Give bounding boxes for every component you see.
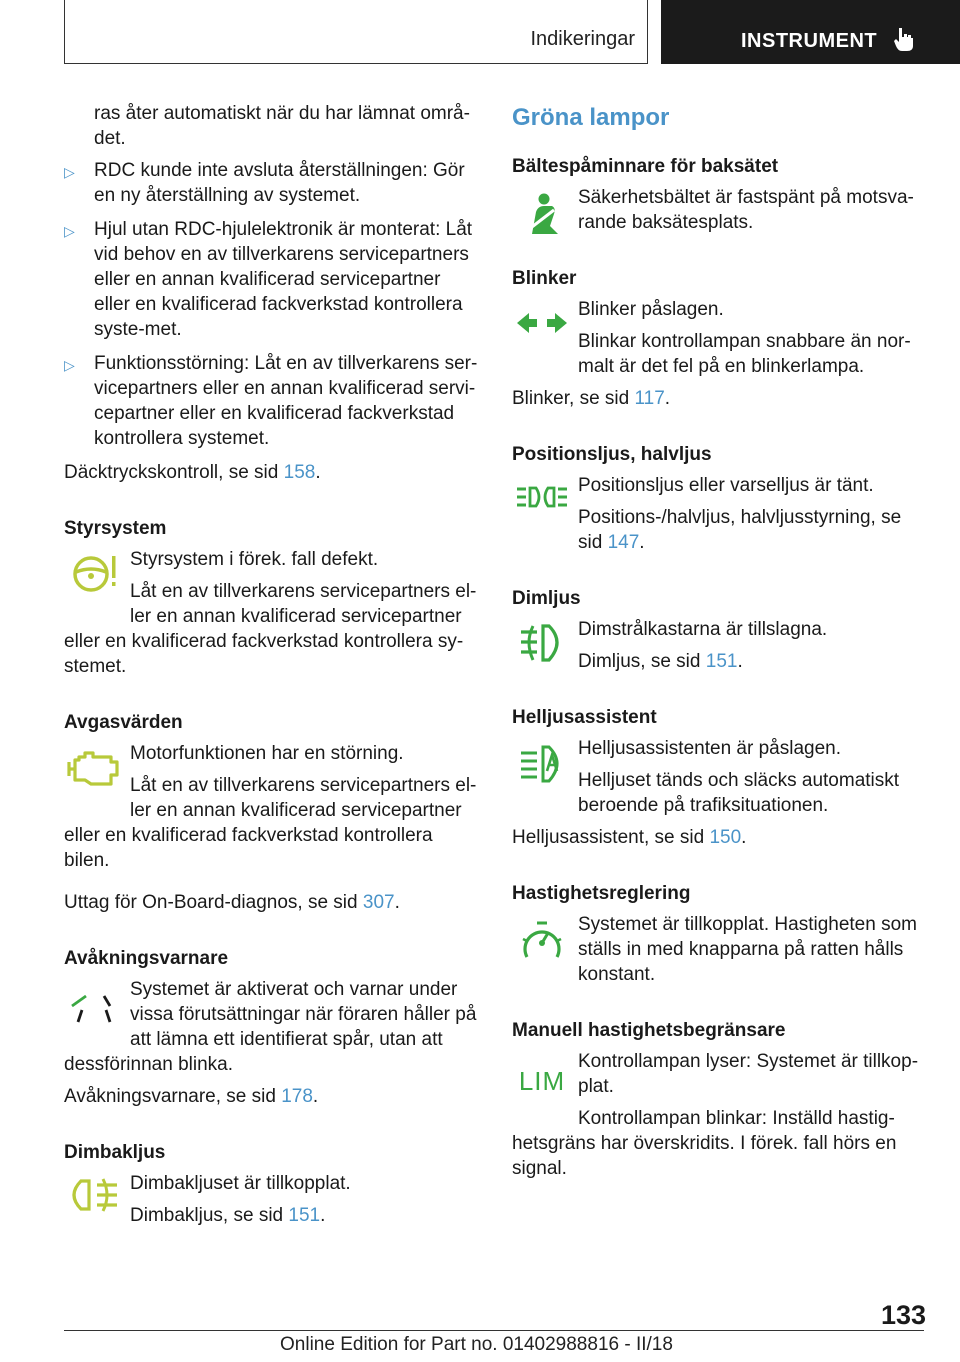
seatbelt-icon <box>512 191 572 239</box>
heading-seatbelt: Bältespåminnare för baksätet <box>512 156 779 177</box>
blinker-reference: Blinker, se sid 117. <box>512 388 671 409</box>
triangle-bullet-icon: ▷ <box>64 357 75 373</box>
section-heading-green-lamps: Gröna lampor <box>512 104 670 131</box>
highbeam-reference: Helljusassistent, se sid 150. <box>512 827 747 848</box>
page-link-178[interactable]: 178 <box>281 1086 313 1107</box>
page-link-151[interactable]: 151 <box>288 1205 321 1226</box>
position-light-icon <box>512 477 572 517</box>
right-column <box>512 104 924 1188</box>
heading-cruise: Hastighetsreglering <box>512 883 691 904</box>
triangle-bullet-icon: ▷ <box>64 164 75 180</box>
cruise-control-icon <box>512 918 572 966</box>
heading-fog: Dimljus <box>512 588 581 609</box>
list-item: ▷ RDC kunde inte avsluta återställningen: Gör en ny återställning av systemet. <box>64 160 465 206</box>
page-link-150[interactable]: 150 <box>709 827 742 848</box>
position-reference: Positions-/halvljus, halvljusstyrning, se sid 147. <box>578 507 902 553</box>
list-item: ▷ Funktionsstörning: Låt en av tillverkarens ser-vicepartners eller en annan kvalificerad servi-cepartner eller en kvalificerad fackverkstad kontrollera systemet. <box>64 353 478 449</box>
section-heading-lane: Avåkningsvarnare <box>64 948 229 969</box>
lane-departure-icon <box>64 991 124 1027</box>
lane-reference: Avåkningsvarnare, se sid 178. <box>64 1086 319 1107</box>
entry-fog: Dimstrålkastarna är tillslagna. Dimljus, se sid 151. <box>512 617 924 674</box>
section-heading-exhaust: Avgasvärden <box>64 712 183 733</box>
fog-reference: Dimljus, se sid 151. <box>578 651 743 672</box>
front-fog-light-icon <box>512 621 572 665</box>
lane-text-cont: dessförinnan blinka. <box>64 1054 233 1075</box>
page-link-307[interactable]: 307 <box>362 892 395 913</box>
entry-exhaust: Motorfunktionen har en störning. Låt en av tillverkarens servicepartners el-ler en annan kvalificerad servicepartner <box>64 741 480 823</box>
entry-rearfog: Dimbakljuset är tillkopplat. Dimbakljus, se sid 151. <box>64 1171 480 1228</box>
high-beam-assistant-icon <box>512 740 572 786</box>
turn-signal-arrows-icon <box>512 305 572 341</box>
entry-steering: Styrsystem i förek. fall defekt. Låt en av tillverkarens servicepartners el-ler en annan kvalificerad servicepartner <box>64 547 480 629</box>
engine-check-icon <box>64 747 124 787</box>
header-section-title: Indikeringar <box>530 28 635 50</box>
left-column <box>64 101 480 1235</box>
rearfog-reference: Dimbakljus, se sid 151. <box>130 1205 326 1226</box>
tire-pressure-reference: Däcktryckskontroll, se sid 158. <box>64 462 321 483</box>
heading-blinker: Blinker <box>512 268 577 289</box>
entry-seatbelt: Säkerhetsbältet är fastspänt på motsva-rande baksätesplats. <box>512 185 924 235</box>
header-chapter-title: INSTRUMENT <box>741 30 878 52</box>
heading-limiter: Manuell hastighetsbegränsare <box>512 1020 786 1041</box>
heading-highbeam: Helljusassistent <box>512 707 657 728</box>
list-item: ▷ Hjul utan RDC-hjulelektronik är monterat: Låt vid behov en av tillverkarens servicepartners eller en annan kvalificerad servicepartner eller en kvalificerad fackverkstad kontrollera syste-met. <box>64 219 473 340</box>
page-link-117[interactable]: 117 <box>634 388 665 409</box>
continued-text: ras åter automatiskt när du har lämnat områ-det. <box>94 103 470 149</box>
entry-highbeam: Helljusassistenten är påslagen. Helljuset tänds och släcks automatiskt beroende på trafiksituationen. <box>512 736 924 818</box>
footer-divider <box>64 1330 924 1331</box>
entry-blinker: Blinker påslagen. Blinkar kontrollampan snabbare än nor-malt är det fel på en blinkerlampa. <box>512 297 924 379</box>
page-link-158[interactable]: 158 <box>283 462 316 483</box>
rear-fog-light-icon <box>64 1175 124 1215</box>
edition-note: Online Edition for Part no. 01402988816 - II/18 <box>280 1334 673 1355</box>
limiter-text-cont: hetsgräns har överskridits. I förek. fall hörs en signal. <box>512 1133 897 1179</box>
header-left-box <box>64 0 648 64</box>
page-link-147[interactable]: 147 <box>607 532 640 553</box>
section-heading-rearfog: Dimbakljus <box>64 1142 166 1163</box>
entry-cruise: Systemet är tillkopplat. Hastigheten som ställs in med knapparna på ratten hålls konstant. <box>512 912 924 987</box>
steering-wheel-warning-icon <box>64 551 124 595</box>
speed-limiter-icon: LIM <box>518 1065 566 1096</box>
entry-lane: Systemet är aktiverat och varnar under vissa förutsättningar när föraren håller på att lämna ett identifierat spår, utan att <box>64 977 480 1052</box>
header-chapter-tab <box>661 0 960 64</box>
obd-reference: Uttag för On-Board-diagnos, se sid 307. <box>64 892 400 913</box>
page-number: 133 <box>880 1300 926 1330</box>
entry-position: Positionsljus eller varselljus är tänt. Positions-/halvljus, halvljusstyrning, se sid 147. <box>512 473 924 555</box>
hand-pointer-icon <box>893 26 915 58</box>
heading-position: Positionsljus, halvljus <box>512 444 712 465</box>
page-link-151-fog[interactable]: 151 <box>705 651 738 672</box>
steering-text-cont: eller en kvalificerad fackverkstad kontrollera sy-stemet. <box>64 631 464 677</box>
section-heading-steering: Styrsystem <box>64 518 167 539</box>
triangle-bullet-icon: ▷ <box>64 223 75 239</box>
exhaust-text-cont: eller en kvalificerad fackverkstad kontrollera bilen. <box>64 825 433 871</box>
entry-limiter: LIM Kontrollampan lyser: Systemet är tillkop-plat. Kontrollampan blinkar: Inställd hastig- <box>512 1049 924 1131</box>
